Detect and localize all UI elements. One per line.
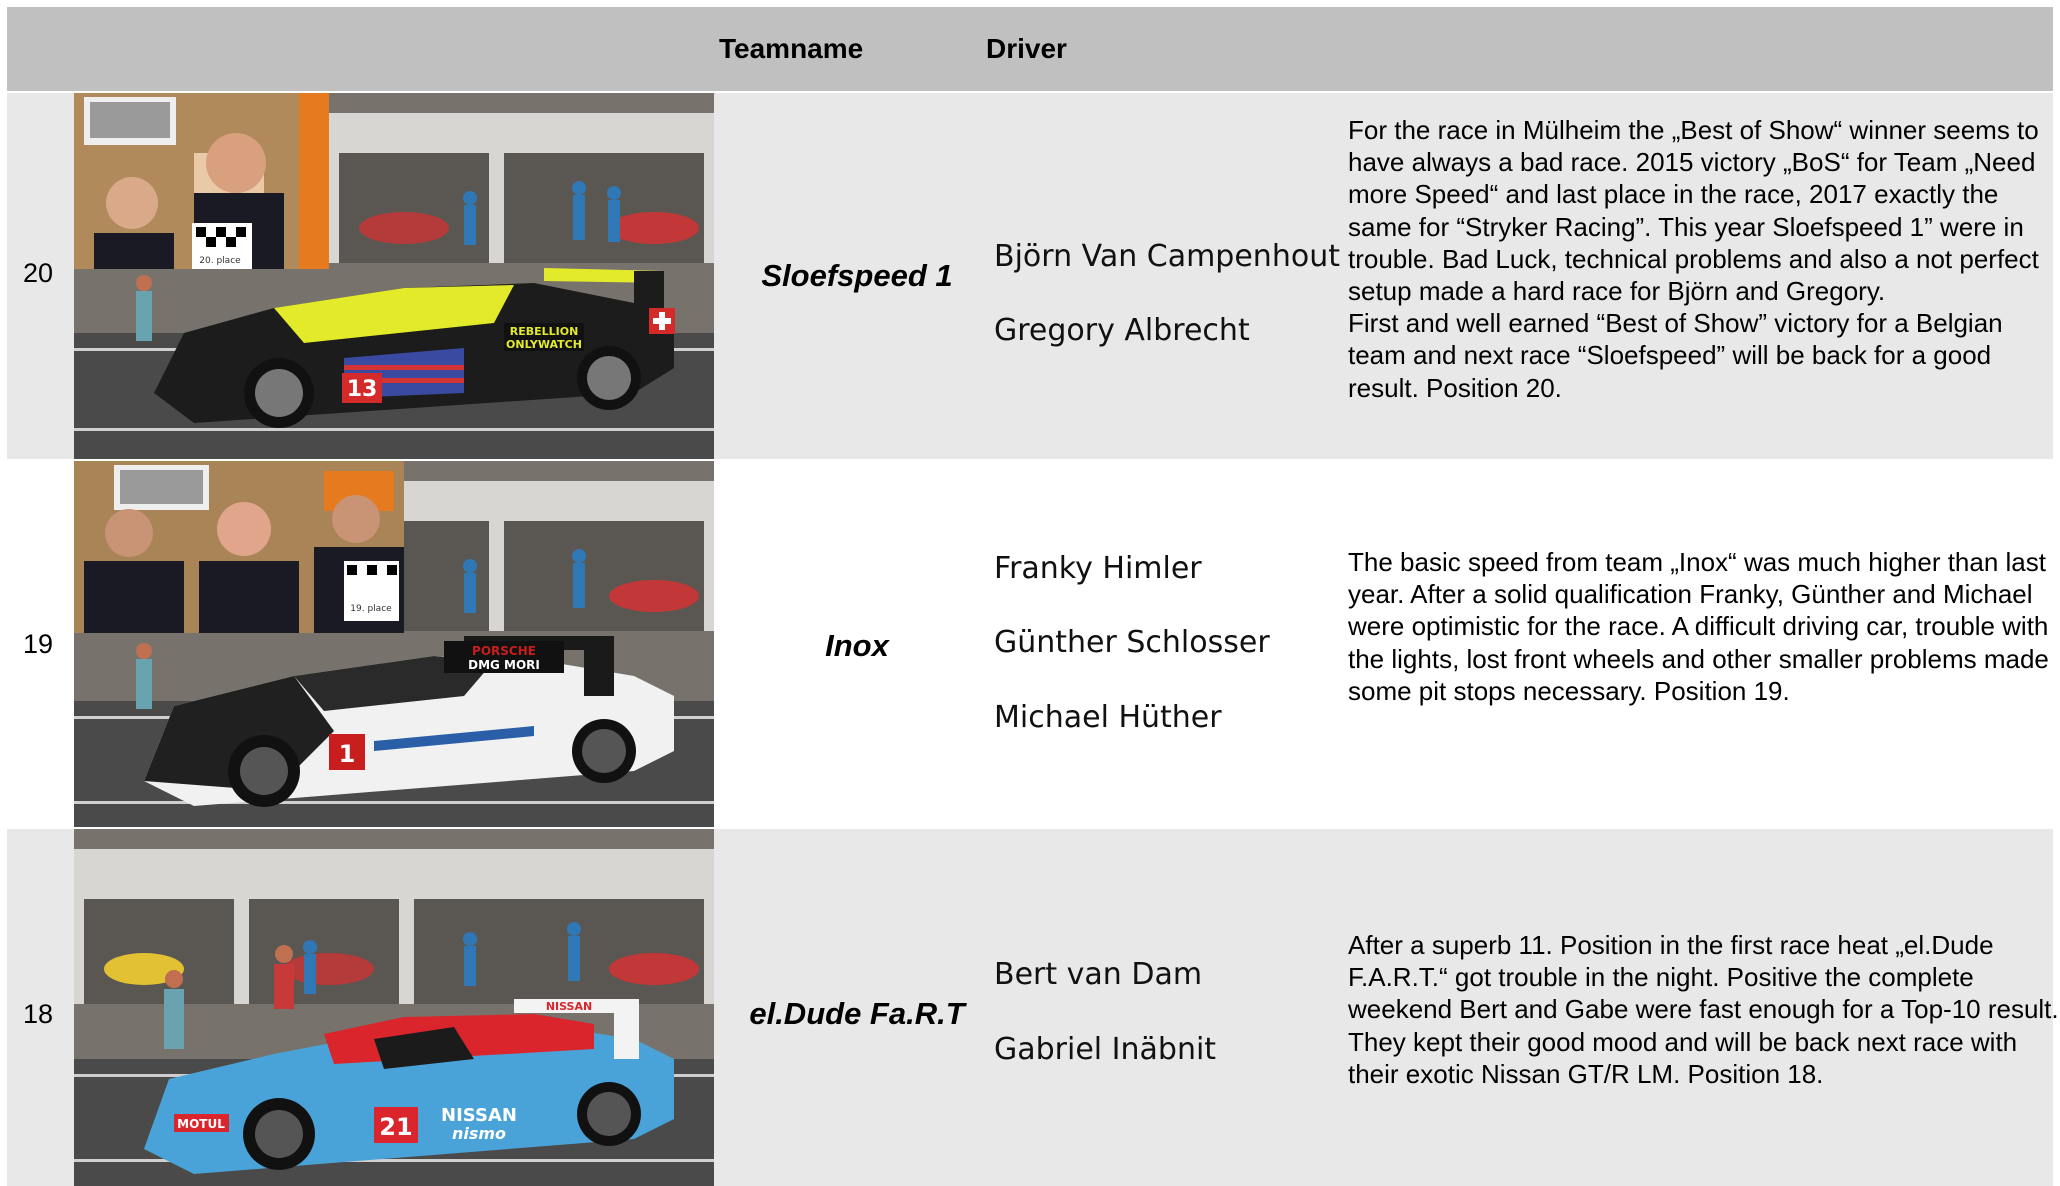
header-teamname: Teamname [719,33,864,64]
team-photo [74,829,714,1186]
team-photo [74,93,714,459]
description-paragraph: For the race in Mülheim the „Best of Show“ winner seems to have always a bad race. 2015 victory „BoS“ for Team „Need more Speed“ and last place in the race, 2017 exactly the same for “Stryker Racing”. This year Sloefspeed 1” were in trouble. Bad Luck, technical problems and also a not perfect setup made a hard race for Björn and Gregory. [1348,115,2039,307]
position-number: 20 [23,258,54,288]
description-paragraph: First and well earned “Best of Show” victory for a Belgian team and next race “Sloefspeed” will be back for a good result. Position 20. [1348,308,2003,403]
livery-text: NISSAN [441,1105,517,1126]
livery-text: REBELLION [509,325,579,338]
driver-name: Bert van Dam [994,957,1203,992]
livery-text: ONLYWATCH [506,338,582,351]
driver-name: Gabriel Inäbnit [994,1032,1217,1067]
header-driver: Driver [986,33,1067,64]
description-paragraph: The basic speed from team „Inox“ was much higher than last year. After a solid qualification Franky, Günther and Michael were optimistic for the race. A difficult driving car, trouble with the lights, lost front wheels and other smaller problems made some pit stops necessary. Position 19. [1348,547,2049,706]
livery-text: PORSCHE [472,644,536,658]
team-photo [74,461,714,827]
team-name: Sloefspeed 1 [761,258,953,293]
livery-text: MOTUL [177,1117,225,1131]
team-description [1348,114,2060,404]
table-row [7,93,2053,459]
driver-name: Björn Van Campenhout [994,239,1340,274]
livery-text: DMG MORI [468,658,540,672]
car-number: 13 [346,377,378,402]
driver-name: Günther Schlosser [994,625,1270,660]
table-row [7,829,2059,1186]
table-row [7,461,2053,827]
car-number: 21 [379,1113,413,1141]
team-description [1348,546,2060,707]
driver-name: Franky Himler [994,551,1202,586]
team-name: el.Dude Fa.R.T [749,996,965,1031]
team-name: Inox [825,628,889,663]
inset-sign-text: 20. place [199,256,241,266]
livery-text: nismo [451,1124,507,1143]
driver-name: Michael Hüther [994,700,1222,735]
position-number: 18 [23,999,54,1029]
description-paragraph: After a superb 11. Position in the first race heat „el.Dude F.A.R.T.“ got trouble in the night. Positive the complete weekend Bert and Gabe were fast enough for a Top-10 result. They kept their good mood and will be back next race with their exotic Nissan GT/R LM. Position 18. [1348,930,2059,1089]
driver-name: Gregory Albrecht [994,313,1250,348]
car-number: 1 [338,740,356,768]
team-description [1348,929,2060,1090]
position-number: 19 [23,629,54,659]
inset-sign-text: 19. place [350,604,392,614]
table-header [7,7,2053,91]
livery-text: NISSAN [545,1000,593,1013]
